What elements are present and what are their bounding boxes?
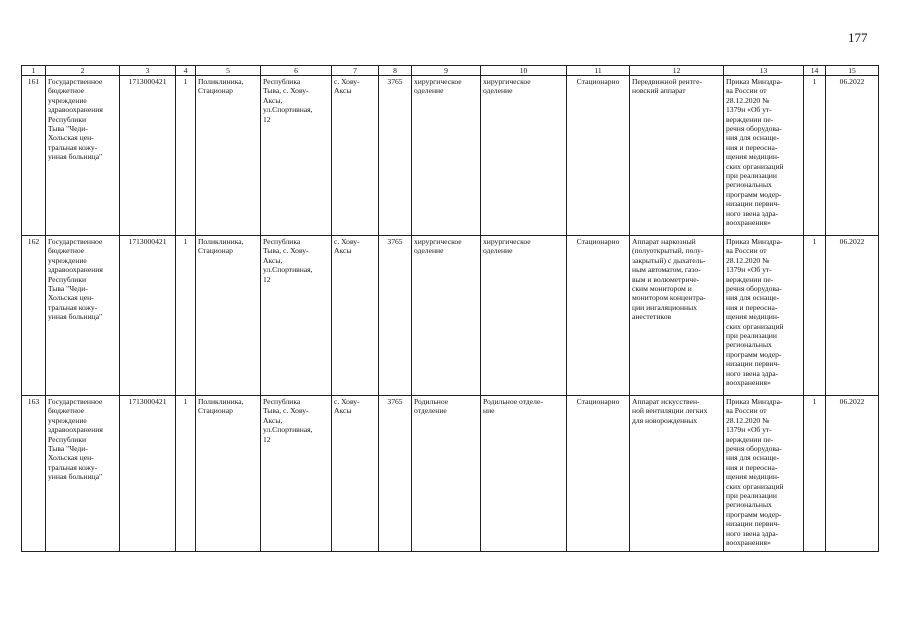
col-header-4: 4	[176, 66, 196, 76]
quantity-cell: 1	[804, 76, 826, 236]
col-header-8: 8	[379, 66, 412, 76]
subdivision-cell: хирургическое оделение	[481, 236, 567, 396]
address-cell: Республика Тыва, с. Хову- Аксы, ул.Спортивная, 12	[261, 396, 332, 552]
code-cell: 1713000421	[120, 396, 176, 552]
subdivision-cell: Родильное отделе- ние	[481, 396, 567, 552]
col-header-10: 10	[481, 66, 567, 76]
row-number-cell: 162	[22, 236, 46, 396]
col-header-1: 1	[22, 66, 46, 76]
subdivision-cell: хирургическое оделение	[481, 76, 567, 236]
equipment-cell: Аппарат искусствен- ной вентиляции легких для новорожденных	[630, 396, 724, 552]
col-header-5: 5	[196, 66, 261, 76]
page-number: 177	[848, 30, 868, 45]
organization-cell: Государственное бюджетное учреждение здравоохранения Республики Тыва "Чеди- Хольская цен- тральная кожу- унная больница"	[46, 76, 120, 236]
unit-type-cell: Поликлиника, Стационар	[196, 396, 261, 552]
date-cell: 06.2022	[826, 236, 879, 396]
col-header-14: 14	[804, 66, 826, 76]
count-cell: 1	[176, 396, 196, 552]
unit-type-cell: Поликлиника, Стационар	[196, 76, 261, 236]
table-row	[22, 396, 879, 552]
col-header-7: 7	[332, 66, 379, 76]
organization-cell: Государственное бюджетное учреждение здравоохранения Республики Тыва "Чеди- Хольская цен- тральная кожу- унная больница"	[46, 396, 120, 552]
settlement-cell: с. Хову- Аксы	[332, 396, 379, 552]
table-row	[22, 76, 879, 236]
count-cell: 1	[176, 236, 196, 396]
col-header-13: 13	[724, 66, 804, 76]
equipment-table	[21, 65, 879, 552]
unit-type-cell: Поликлиника, Стационар	[196, 236, 261, 396]
basis-cell: Приказ Минздра- ва России от 28.12.2020 № 1379н «Об ут- верждении пе- речня оборудова- ния для оснаще- ния и переосна- щения медицин- ских организаций при реализации региональных программ модер- низации первич- ного звена здра- воохранения»	[724, 396, 804, 552]
col-header-12: 12	[630, 66, 724, 76]
address-cell: Республика Тыва, с. Хову- Аксы, ул.Спортивная, 12	[261, 76, 332, 236]
care-condition-cell: Стационарно	[567, 236, 630, 396]
code-cell: 1713000421	[120, 236, 176, 396]
code-cell: 1713000421	[120, 76, 176, 236]
equipment-cell: Передвижной рентге- новский аппарат	[630, 76, 724, 236]
care-condition-cell: Стационарно	[567, 76, 630, 236]
col-header-9: 9	[412, 66, 481, 76]
col-header-2: 2	[46, 66, 120, 76]
col-header-11: 11	[567, 66, 630, 76]
count-cell: 1	[176, 76, 196, 236]
col-header-3: 3	[120, 66, 176, 76]
settlement-cell: с. Хову- Аксы	[332, 236, 379, 396]
date-cell: 06.2022	[826, 76, 879, 236]
quantity-cell: 1	[804, 236, 826, 396]
header-row	[22, 66, 879, 76]
population-cell: 3765	[379, 76, 412, 236]
organization-cell: Государственное бюджетное учреждение здравоохранения Республики Тыва "Чеди- Хольская цен- тральная кожу- унная больница"	[46, 236, 120, 396]
department-cell: хирургическое оделение	[412, 236, 481, 396]
quantity-cell: 1	[804, 396, 826, 552]
row-number-cell: 163	[22, 396, 46, 552]
col-header-6: 6	[261, 66, 332, 76]
date-cell: 06.2022	[826, 396, 879, 552]
address-cell: Республика Тыва, с. Хову- Аксы, ул.Спортивная, 12	[261, 236, 332, 396]
department-cell: Родильное отделение	[412, 396, 481, 552]
settlement-cell: с. Хову- Аксы	[332, 76, 379, 236]
department-cell: хирургическое оделение	[412, 76, 481, 236]
basis-cell: Приказ Минздра- ва России от 28.12.2020 № 1379н «Об ут- верждении пе- речня оборудова- ния для оснаще- ния и переосна- щения медицин- ских организаций при реализации региональных программ модер- низации первич- ного звена здра- воохранения»	[724, 236, 804, 396]
table-row	[22, 236, 879, 396]
basis-cell: Приказ Минздра- ва России от 28.12.2020 № 1379н «Об ут- верждении пе- речня оборудова- ния для оснаще- ния и переосна- щения медицин- ских организаций при реализации региональных программ модер- низации первич- ного звена здра- воохранения»	[724, 76, 804, 236]
population-cell: 3765	[379, 396, 412, 552]
care-condition-cell: Стационарно	[567, 396, 630, 552]
col-header-15: 15	[826, 66, 879, 76]
row-number-cell: 161	[22, 76, 46, 236]
population-cell: 3765	[379, 236, 412, 396]
equipment-cell: Аппарат наркозный (полуоткрытый, полу- закрытый) с дыхатель- ным автоматом, газо- вым и волюметриче- ским монитором и монитором концентра- ции ингаляционных анестетиков	[630, 236, 724, 396]
